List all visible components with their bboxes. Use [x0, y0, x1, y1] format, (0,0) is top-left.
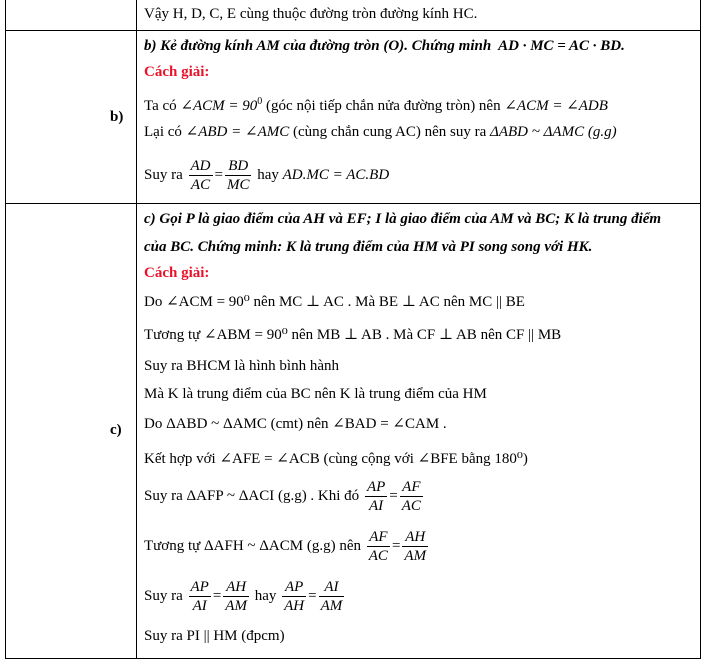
- b-heading: b) Kẻ đường kính AM của đường tròn (O). Chứng minh AD · MC = AC · BD.: [144, 38, 625, 54]
- table-border-right: [700, 0, 701, 659]
- c-line-8: Tương tự ΔAFH ~ ΔACM (g.g) nên $\frac{AF}{AC}$ = $\frac{AH}{AM}$: [144, 529, 427, 565]
- fraction: $\frac{AH}{AM}$: [404, 529, 427, 565]
- fraction: $\frac{AP}{AI}$: [366, 479, 386, 515]
- fraction: $\frac{AD}{AC}$: [190, 158, 211, 194]
- table-border-left: [5, 0, 6, 659]
- c-line-2: Tương tự ∠ABM = 90⁰ nên MB ⊥ AB . Mà CF ⊥ AB nên CF || MB: [144, 327, 562, 343]
- c-line-4: Mà K là trung điểm của BC nên K là trung điểm của HM: [144, 386, 487, 402]
- c-line-5: Do ΔABD ~ ΔAMC (cmt) nên ∠BAD = ∠CAM .: [144, 416, 447, 432]
- c-heading-1: c) Gọi P là giao điểm của AH và EF; I là giao điểm của AM và BC; K là trung điểm: [144, 211, 662, 227]
- fraction: $\frac{AF}{AC}$: [401, 479, 421, 515]
- row-divider-1: [5, 30, 701, 31]
- fraction: $\frac{AP}{AH}$: [284, 579, 305, 615]
- row-divider-2: [5, 203, 701, 204]
- c-heading-2: của BC. Chứng minh: K là trung điểm của HM và PI song song với HK.: [144, 239, 593, 255]
- c-line-10: Suy ra PI || HM (đpcm): [144, 628, 285, 644]
- b-line-3: Suy ra $\frac{AD}{AC}$ = $\frac{BD}{MC}$ hay AD.MC = AC.BD: [144, 158, 390, 194]
- c-line-1: Do ∠ACM = 90⁰ nên MC ⊥ AC . Mà BE ⊥ AC nên MC || BE: [144, 294, 525, 310]
- fraction: $\frac{BD}{MC}$: [226, 158, 250, 194]
- row-label-b: b): [110, 109, 124, 125]
- table-border-mid: [136, 0, 137, 659]
- fraction: $\frac{AH}{AM}$: [225, 579, 247, 615]
- b-line-1: Ta có ∠ACM = $90^0$ (góc nội tiếp chắn nửa đường tròn) nên ∠ACM = ∠ADB: [144, 96, 608, 114]
- b-line-2: Lại có ∠ABD = ∠AMC (cùng chắn cung AC) nên suy ra ΔABD ~ ΔAMC (g.g): [144, 124, 617, 140]
- c-method-label: Cách giải:: [144, 265, 210, 281]
- fraction: $\frac{AP}{AI}$: [190, 579, 209, 615]
- fraction: $\frac{AF}{AC}$: [368, 529, 388, 565]
- top-conclusion: Vậy H, D, C, E cùng thuộc đường tròn đường kính HC.: [144, 6, 478, 22]
- table-border-bottom: [5, 658, 701, 659]
- row-label-c: c): [110, 422, 122, 438]
- b-method-label: Cách giải:: [144, 64, 210, 80]
- c-line-9: Suy ra $\frac{AP}{AI}$ = $\frac{AH}{AM}$ hay $\frac{AP}{AH}$ = $\frac{AI}{AM}$: [144, 579, 343, 615]
- fraction: $\frac{AI}{AM}$: [320, 579, 343, 615]
- c-line-7: Suy ra ΔAFP ~ ΔACI (g.g) . Khi đó $\frac{AP}{AI}$ = $\frac{AF}{AC}$: [144, 479, 421, 515]
- c-line-6: Kết hợp với ∠AFE = ∠ACB (cùng cộng với ∠BFE bằng 180⁰): [144, 451, 528, 467]
- c-line-3: Suy ra BHCM là hình bình hành: [144, 358, 339, 374]
